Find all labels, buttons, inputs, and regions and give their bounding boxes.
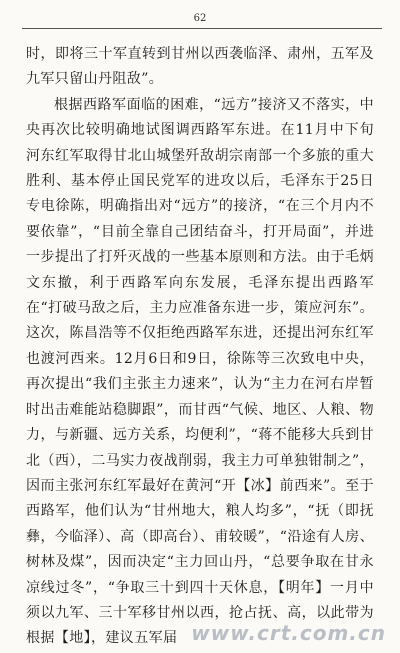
page-number: 62 (193, 13, 207, 24)
header-rule (22, 28, 382, 29)
paragraph-main: 根据西路军面临的困难，“远方”接济又不落实，中央再次比较明确地试图调西路军东进。在11月中下旬河东红军取得甘北山城堡歼敌胡宗南部一个多旅的重大胜利、基本停止国民党军的进攻以后，毛泽东于25日专电徐陈，明确指出对“远方”的接济，“在三个月内不要依靠”，“目前全靠自己团结奋斗，打开局面”，并进一步提出了打歼灭战的一些基本原则和方法。由于毛炳文东撤，利于西路军向东发展，毛泽东提出西路军在“打破马敌之后，主力应准备东进一步，策应河东”。这次，陈昌浩等不仅拒绝西路军东进，还提出河东红军也渡河西来。12月6日和9日，徐陈等三次致电中央，再次提出“我们主张主力速来”，认为“主力在河右岸暂时出击难能站稳脚跟”，而甘西“气候、地区、人粮、物力，与新疆、远方关系，均便利”，“蒋不能移大兵到甘北（西），二马实力夜战削弱，我主力可单独钳制之”，因而主张河东红军最好在黄河“开【冰】前西来”。至于西路军，他们认为“甘州地大，粮人均多”，“抚（即抚彝，今临泽）、高（即高台）、甫较暖”，“沿途有人房、树林及煤”，因而决定“主力回山丹，“总要争取在甘永凉线过冬”，“争取三十到四十天休息，【明年】一月中须以九军、三十军移甘州以西，抢占抚、高，以此带为根据【地】，建议五军届 (26, 96, 374, 647)
site-watermark: www.crt.com.cn (191, 621, 386, 645)
paragraph-continuation: 时，即将三十军直转到甘州以西袭临泽、肃州，五军及九军只留山丹阻敌”。 (26, 46, 374, 88)
body-text (26, 42, 374, 652)
